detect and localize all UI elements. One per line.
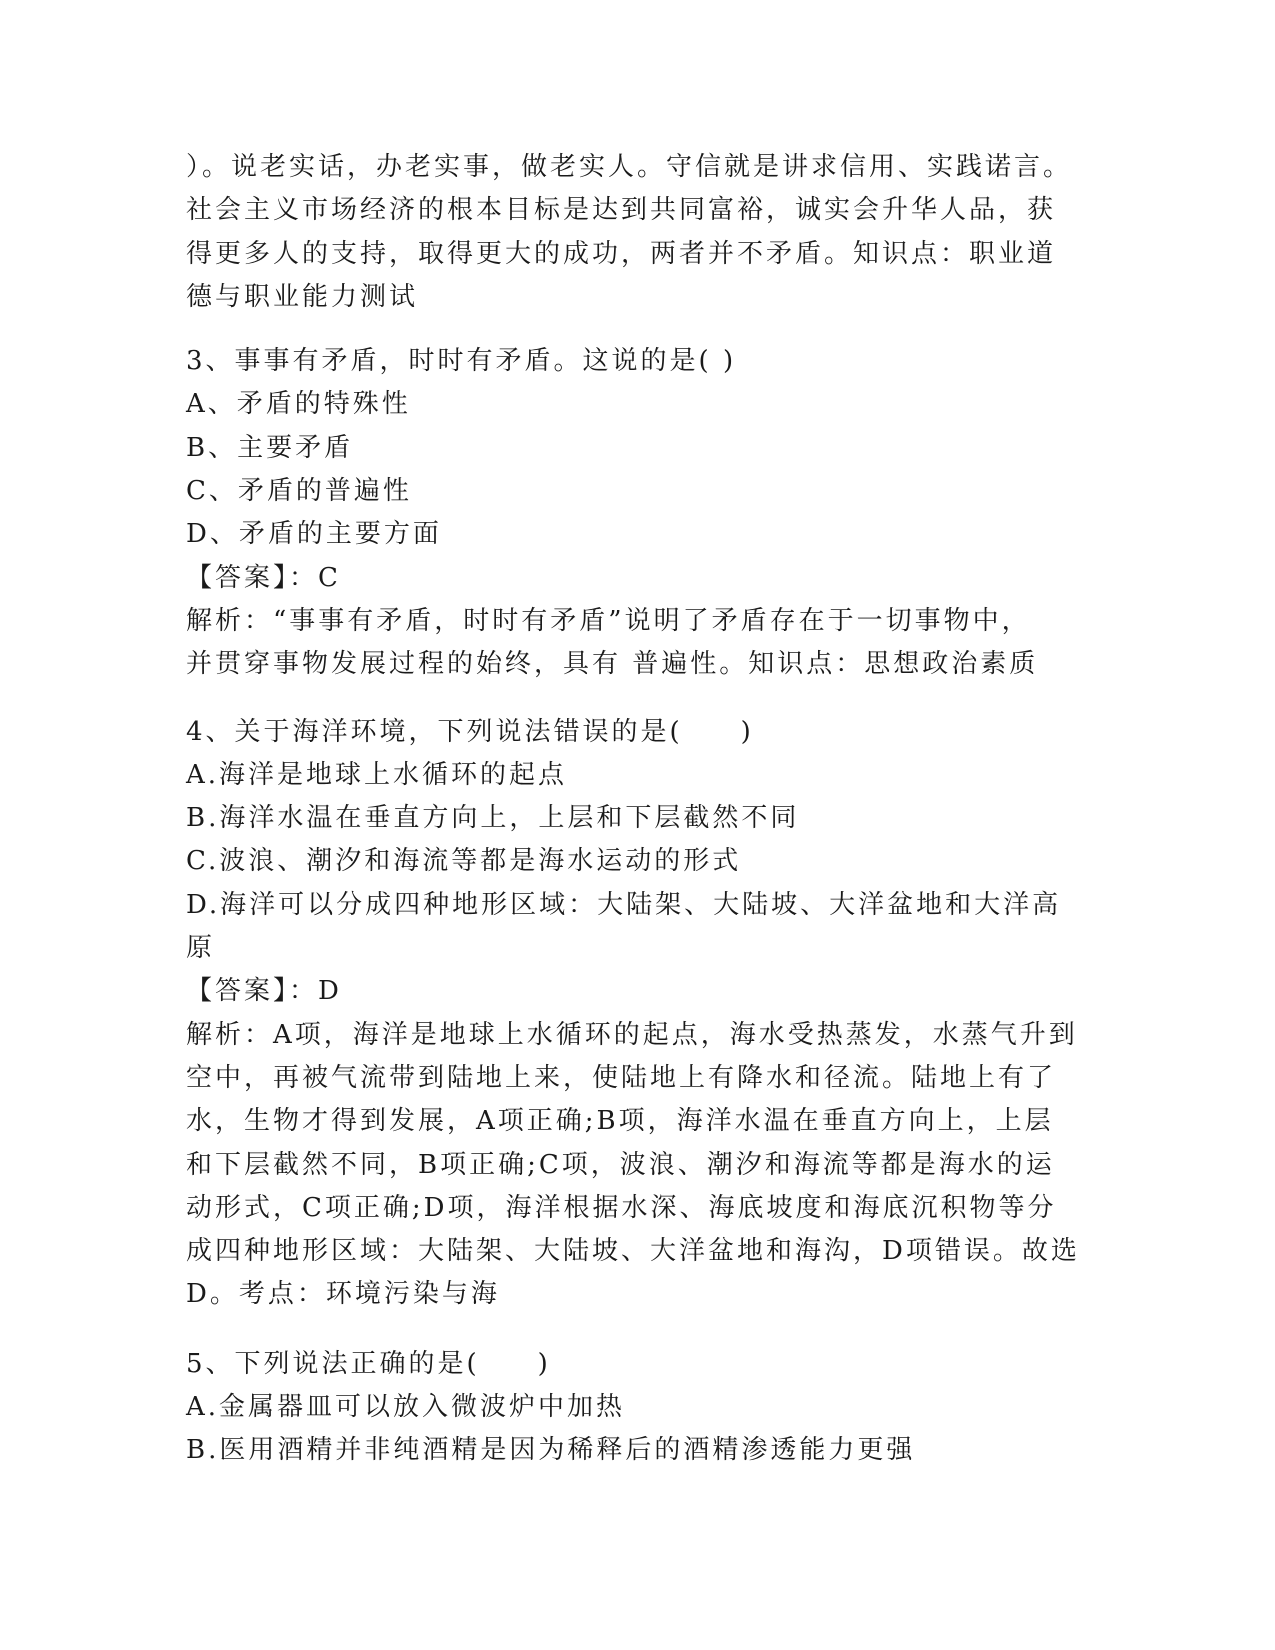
option-a: A、矛盾的特殊性 — [186, 389, 411, 420]
option-d-continued: 原 — [186, 933, 216, 964]
option-b: B.海洋水温在垂直方向上，上层和下层截然不同 — [186, 803, 800, 834]
answer-line: 【答案】：C — [186, 562, 341, 593]
question-text: 4、关于海洋环境，下列说法错误的是( ) — [186, 716, 754, 747]
analysis-line: 水，生物才得到发展，A项正确;B项，海洋水温在垂直方向上，上层 — [186, 1106, 1054, 1137]
text-line: ）。说老实话，办老实事，做老实人。守信就是讲求信用、实践诺言。 — [186, 152, 1073, 182]
text-line: 得更多人的支持，取得更大的成功，两者并不矛盾。知识点：职业道 — [186, 238, 1057, 269]
option-c: C、矛盾的普遍性 — [186, 476, 412, 507]
question-3 — [186, 340, 1086, 686]
option-b: B.医用酒精并非纯酒精是因为稀释后的酒精渗透能力更强 — [186, 1435, 916, 1466]
question-5 — [186, 1343, 1086, 1473]
analysis-line: 并贯穿事物发展过程的始终，具有 普遍性。知识点：思想政治素质 — [186, 649, 1039, 680]
option-d: D、矛盾的主要方面 — [186, 519, 442, 550]
analysis-line: D。考点：环境污染与海 — [186, 1279, 500, 1310]
analysis-line: 和下层截然不同，B项正确;C项，波浪、潮汐和海流等都是海水的运 — [186, 1149, 1055, 1180]
question-4 — [186, 711, 1086, 1317]
option-d: D.海洋可以分成四种地形区域：大陆架、大陆坡、大洋盆地和大洋高 — [186, 889, 1062, 920]
analysis-line: 解析：“事事有矛盾，时时有矛盾”说明了矛盾存在于一切事物中， — [186, 605, 1031, 636]
analysis-line: 成四种地形区域：大陆架、大陆坡、大洋盆地和海沟，D项错误。故选 — [186, 1236, 1080, 1267]
option-a: A.金属器皿可以放入微波炉中加热 — [186, 1392, 626, 1423]
option-b: B、主要矛盾 — [186, 432, 354, 463]
option-a: A.海洋是地球上水循环的起点 — [186, 759, 568, 790]
question-text: 3、事事有矛盾，时时有矛盾。这说的是( ) — [186, 346, 737, 377]
analysis-line: 空中，再被气流带到陆地上来，使陆地上有降水和径流。陆地上有了 — [186, 1062, 1057, 1093]
analysis-line: 解析：A项，海洋是地球上水循环的起点，海水受热蒸发，水蒸气升到 — [186, 1019, 1078, 1050]
analysis-line: 动形式，C项正确;D项，海洋根据水深、海底坡度和海底沉积物等分 — [186, 1192, 1057, 1223]
intro-paragraph — [186, 146, 1086, 319]
document-body — [186, 146, 1086, 1473]
answer-line: 【答案】：D — [186, 976, 342, 1007]
option-c: C.波浪、潮汐和海流等都是海水运动的形式 — [186, 846, 742, 877]
text-line: 社会主义市场经济的根本目标是达到共同富裕，诚实会升华人品，获 — [186, 195, 1057, 226]
text-line: 德与职业能力测试 — [186, 281, 419, 312]
question-text: 5、下列说法正确的是( ) — [186, 1348, 551, 1379]
